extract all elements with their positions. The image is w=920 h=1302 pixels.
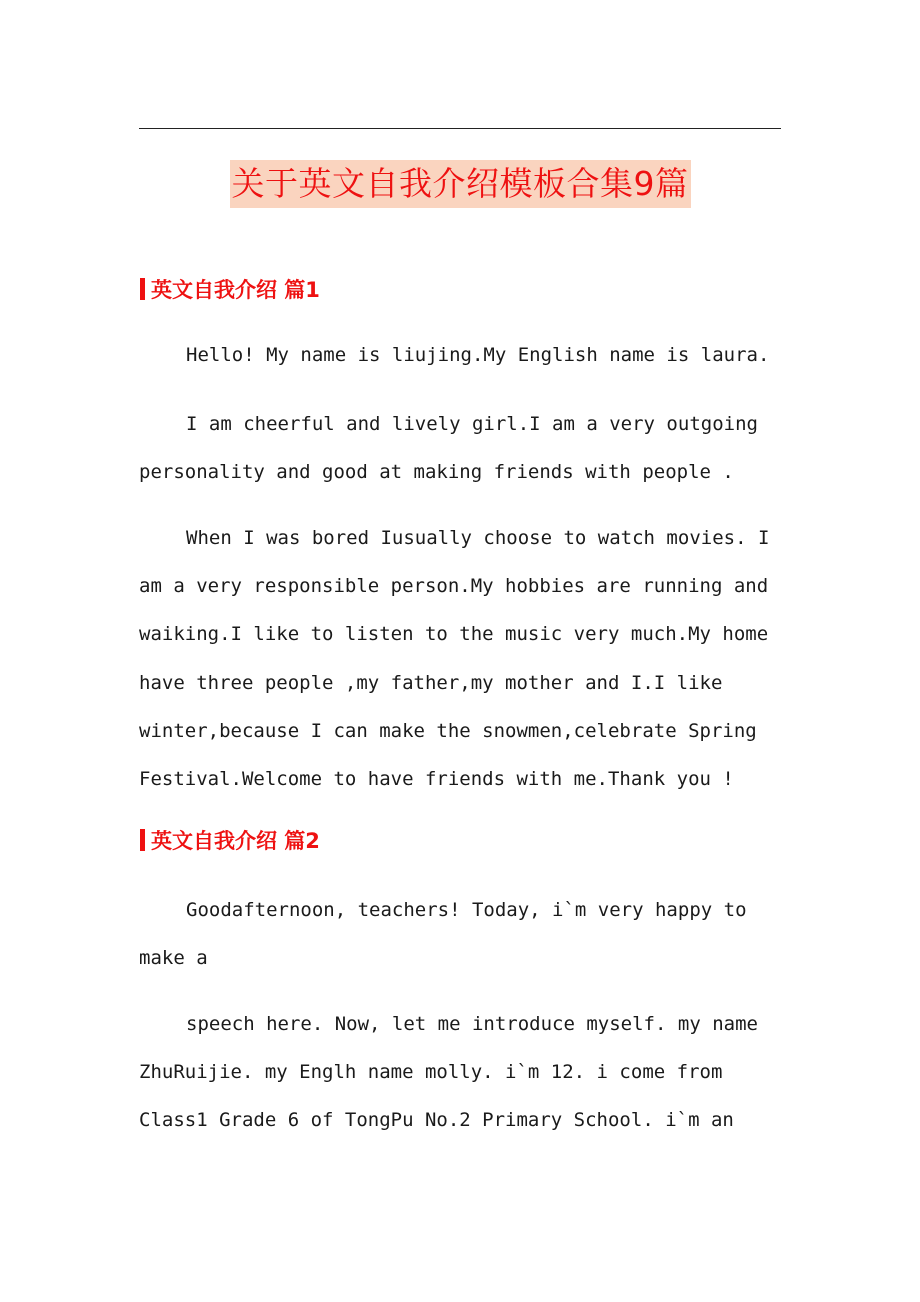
paragraph-line: Festival.Welcome to have friends with me.Thank you ! bbox=[139, 768, 734, 790]
paragraph-line: speech here. Now, let me introduce myself. my name bbox=[186, 1013, 758, 1035]
paragraph-line: have three people ,my father,my mother and I.I like bbox=[139, 672, 723, 694]
paragraph-line: make a bbox=[139, 947, 208, 969]
section-heading-text: 英文自我介绍 篇2 bbox=[151, 829, 320, 853]
paragraph-line: Class1 Grade 6 of TongPu No.2 Primary School. i`m an bbox=[139, 1109, 734, 1131]
paragraph-line: am a very responsible person.My hobbies are running and bbox=[139, 575, 769, 597]
paragraph-line: winter,because I can make the snowmen,celebrate Spring bbox=[139, 720, 757, 742]
paragraph-line: Hello! My name is liujing.My English name is laura. bbox=[186, 344, 770, 366]
paragraph-line: waiking.I like to listen to the music very much.My home bbox=[139, 623, 769, 645]
title-row bbox=[0, 160, 920, 208]
section-heading-text: 英文自我介绍 篇1 bbox=[151, 278, 320, 302]
paragraph-line: personality and good at making friends with people . bbox=[139, 461, 734, 483]
header-rule bbox=[139, 128, 781, 129]
heading-marker-icon bbox=[140, 278, 145, 300]
section-heading-1 bbox=[140, 276, 320, 302]
section-heading-2 bbox=[140, 827, 320, 853]
paragraph-line: ZhuRuijie. my Englh name molly. i`m 12. i come from bbox=[139, 1061, 723, 1083]
page-title: 关于英文自我介绍模板合集9篇 bbox=[230, 160, 691, 208]
paragraph-line: I am cheerful and lively girl.I am a very outgoing bbox=[186, 413, 758, 435]
heading-marker-icon bbox=[140, 829, 145, 851]
paragraph-line: Goodafternoon, teachers! Today, i`m very happy to bbox=[186, 899, 747, 921]
paragraph-line: When I was bored Iusually choose to watch movies. I bbox=[186, 527, 770, 549]
